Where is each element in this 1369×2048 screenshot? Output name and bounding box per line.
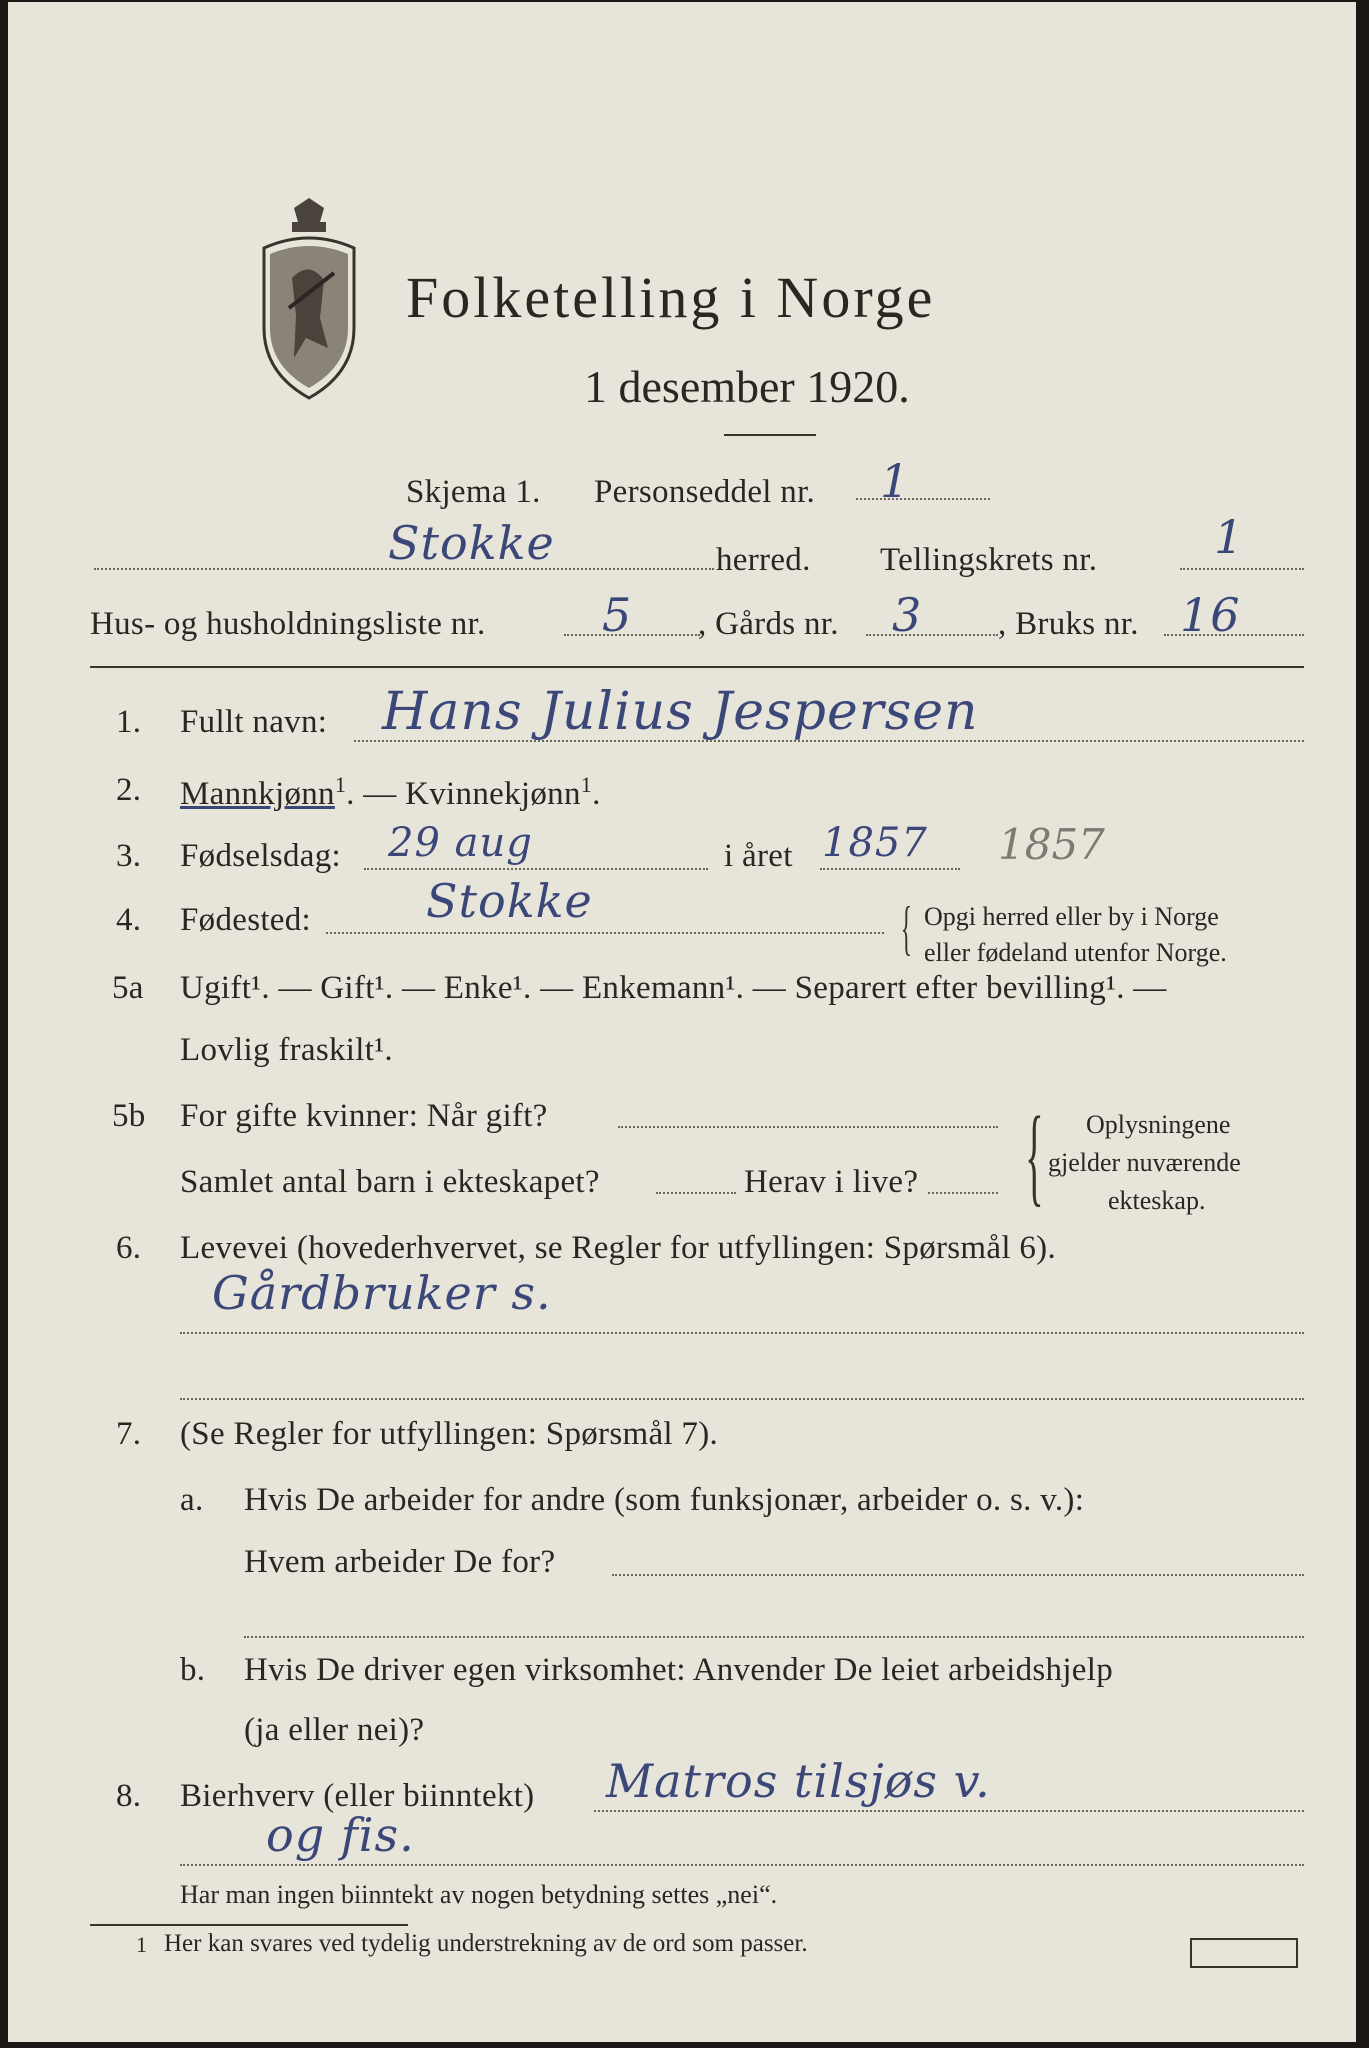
marital-status-options[interactable]: Ugift¹. — Gift¹. — Enke¹. — Enkemann¹. — Separert efter bevilling¹. — [180,970,1167,1006]
birth-year-value: 1857 [822,820,928,866]
q3-label: Fødselsdag: [180,838,341,874]
q1-number: 1. [116,704,142,740]
q7a-line1: Hvis De arbeider for andre (som funksjonær, arbeider o. s. v.): [244,1482,1085,1518]
herred-label: herred. [716,542,811,578]
q5b-note-line2: gjelder nuværende [1048,1148,1241,1177]
children-alive-field[interactable] [928,1192,998,1194]
q5a-number: 5a [112,970,144,1006]
q6-number: 6. [116,1230,142,1266]
birthday-field[interactable] [364,868,708,870]
gards-value: 3 [892,588,923,642]
q5b-note-line1: Oplysningene [1086,1110,1231,1139]
q2-end: . [592,776,601,812]
occupation-field-line2[interactable] [180,1398,1304,1400]
married-when-label: For gifte kvinner: Når gift? [180,1098,548,1134]
q6-label: Levevei (hovederhvervet, se Regler for utfyllingen: Spørsmål 6). [180,1230,1057,1266]
q7a-number: a. [180,1482,204,1518]
census-date: 1 desember 1920. [584,361,910,412]
q4-label: Fødested: [180,902,312,938]
birthplace-field[interactable] [326,932,884,934]
census-form-page [8,2,1356,2042]
q7b-number: b. [180,1652,206,1688]
q7-label: (Se Regler for utfyllingen: Spørsmål 7). [180,1416,719,1452]
bruks-value: 16 [1180,588,1241,642]
footnote-ref: 1 [334,772,347,797]
occupation-field[interactable] [180,1332,1304,1334]
personseddel-label: Personseddel nr. [594,474,816,510]
gender-female-option[interactable]: Kvinnekjønn [405,776,581,812]
side-income-value-line2: og fis. [266,1808,415,1862]
gender-male-option[interactable]: Mannkjønn [180,776,335,812]
q7-number: 7. [116,1416,142,1452]
q4-note-line2: eller fødeland utenfor Norge. [924,938,1227,967]
q8-label: Bierhverv (eller biinntekt) [180,1778,535,1814]
birthday-value: 29 aug [388,820,533,866]
full-name-value: Hans Julius Jespersen [382,682,979,742]
q4-number: 4. [116,902,142,938]
printer-stamp-icon [1190,1938,1298,1968]
hus-label: Hus- og husholdningsliste nr. [90,606,486,642]
marital-status-options-cont[interactable]: Lovlig fraskilt¹. [180,1032,393,1068]
birthplace-value: Stokke [426,874,593,928]
employer-label: Hvem arbeider De for? [244,1544,556,1580]
title-divider [724,434,816,436]
birth-year-pencil-note: 1857 [998,820,1105,869]
q2-options [180,772,601,813]
no-income-note: Har man ingen biinntekt av nogen betydning settes „nei“. [180,1880,778,1909]
q4-note-line1: Opgi herred eller by i Norge [924,902,1219,931]
footnote-mark: 1 [136,1932,147,1957]
children-alive-label: Herav i live? [744,1164,919,1200]
q1-label: Fullt navn: [180,704,328,740]
hired-help-label: (ja eller nei)? [244,1712,425,1748]
q2-separator: . — [346,776,406,812]
tellingskrets-value: 1 [1214,510,1245,564]
page-title: Folketelling i Norge [406,265,936,330]
bruks-label: , Bruks nr. [998,606,1139,642]
herred-value: Stokke [388,516,555,570]
footnote-ref: 1 [580,772,593,797]
q5b-brace: { [1025,1094,1044,1216]
personseddel-value: 1 [880,454,911,508]
side-income-field-line2[interactable] [180,1864,1304,1866]
header-separator [90,666,1304,668]
coat-of-arms-icon [254,198,364,408]
q5b-note-line3: ekteskap. [1108,1186,1206,1215]
married-when-field[interactable] [618,1126,998,1128]
gards-label: , Gårds nr. [698,606,839,642]
footnote-separator [90,1924,408,1926]
q7b-line1: Hvis De driver egen virksomhet: Anvender De leiet arbeidshjelp [244,1652,1114,1688]
children-total-field[interactable] [656,1192,736,1194]
q3-number: 3. [116,838,142,874]
tellingskrets-field[interactable] [1180,568,1304,570]
skjema-label: Skjema 1. [406,474,541,510]
hus-value: 5 [602,588,633,642]
q2-number: 2. [116,772,142,808]
birth-year-field[interactable] [820,868,960,870]
side-income-value: Matros tilsjøs v. [606,1754,991,1808]
occupation-value: Gårdbruker s. [212,1266,552,1320]
q5b-number: 5b [112,1098,146,1134]
q4-brace: { [900,895,913,961]
tellingskrets-label: Tellingskrets nr. [880,542,1098,578]
q8-number: 8. [116,1778,142,1814]
children-total-label: Samlet antal barn i ekteskapet? [180,1164,600,1200]
employer-field-line2[interactable] [244,1636,1304,1638]
gards-field[interactable] [866,634,998,636]
birth-year-label: i året [724,838,793,874]
personseddel-field[interactable] [856,498,990,500]
employer-field[interactable] [612,1574,1304,1576]
side-income-field[interactable] [594,1810,1304,1812]
footnote-text: Her kan svares ved tydelig understrekning av de ord som passer. [164,1930,808,1957]
